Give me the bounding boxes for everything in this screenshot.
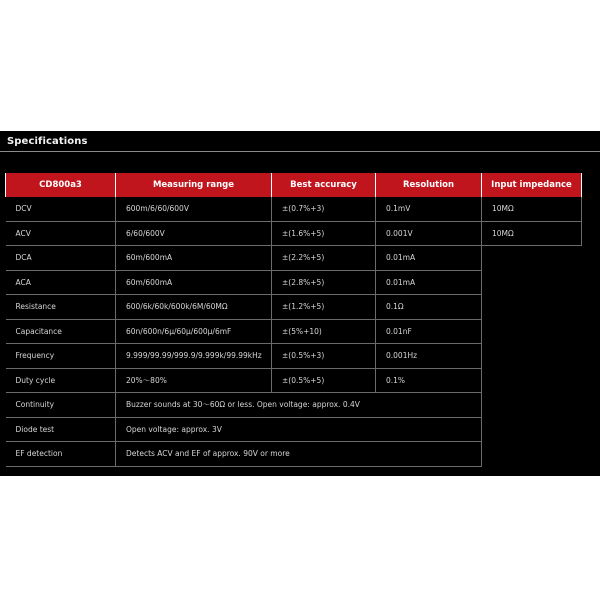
function-name: Duty cycle: [6, 368, 116, 393]
table-row: [6, 368, 582, 393]
resolution: 0.01mA: [376, 270, 482, 295]
best-accuracy: ±(0.7%+3): [272, 197, 376, 221]
resolution: 0.001Hz: [376, 344, 482, 369]
best-accuracy: ±(5%+10): [272, 319, 376, 344]
function-name: EF detection: [6, 442, 116, 467]
empty-cell: [482, 270, 582, 295]
empty-cell: [482, 442, 582, 467]
measuring-range: 60n/600n/6μ/60μ/600μ/6mF: [116, 319, 272, 344]
table-row: [6, 417, 582, 442]
resolution: 0.01nF: [376, 319, 482, 344]
header-measuring-range: Measuring range: [116, 173, 272, 197]
section-title: Specifications: [7, 136, 88, 147]
function-name: ACV: [6, 221, 116, 246]
function-name: Diode test: [6, 417, 116, 442]
table-row: [6, 197, 582, 221]
empty-cell: [482, 344, 582, 369]
title-divider: [0, 151, 600, 152]
measuring-range: 600m/6/60/600V: [116, 197, 272, 221]
function-description: Buzzer sounds at 30～60Ω or less. Open voltage: approx. 0.4V: [116, 393, 482, 418]
best-accuracy: ±(1.2%+5): [272, 295, 376, 320]
table-row: [6, 295, 582, 320]
header-best-accuracy: Best accuracy: [272, 173, 376, 197]
measuring-range: 600/6k/60k/600k/6M/60MΩ: [116, 295, 272, 320]
best-accuracy: ±(1.6%+5): [272, 221, 376, 246]
header-resolution: Resolution: [376, 173, 482, 197]
table-row: [6, 393, 582, 418]
specifications-panel: [0, 131, 600, 476]
header-model: CD800a3: [6, 173, 116, 197]
empty-cell: [482, 417, 582, 442]
resolution: 0.1%: [376, 368, 482, 393]
input-impedance: 10MΩ: [482, 221, 582, 246]
resolution: 0.1Ω: [376, 295, 482, 320]
table-row: [6, 319, 582, 344]
measuring-range: 9.999/99.99/999.9/9.999k/99.99kHz: [116, 344, 272, 369]
best-accuracy: ±(0.5%+5): [272, 368, 376, 393]
best-accuracy: ±(2.8%+5): [272, 270, 376, 295]
measuring-range: 20%～80%: [116, 368, 272, 393]
resolution: 0.01mA: [376, 246, 482, 271]
resolution: 0.001V: [376, 221, 482, 246]
measuring-range: 6/60/600V: [116, 221, 272, 246]
function-name: Resistance: [6, 295, 116, 320]
best-accuracy: ±(2.2%+5): [272, 246, 376, 271]
table-row: [6, 442, 582, 467]
resolution: 0.1mV: [376, 197, 482, 221]
best-accuracy: ±(0.5%+3): [272, 344, 376, 369]
function-description: Open voltage: approx. 3V: [116, 417, 482, 442]
specifications-table: [5, 173, 582, 467]
input-impedance: 10MΩ: [482, 197, 582, 221]
empty-cell: [482, 246, 582, 271]
empty-cell: [482, 295, 582, 320]
measuring-range: 60m/600mA: [116, 270, 272, 295]
function-description: Detects ACV and EF of approx. 90V or more: [116, 442, 482, 467]
function-name: Frequency: [6, 344, 116, 369]
table-row: [6, 344, 582, 369]
function-name: Continuity: [6, 393, 116, 418]
measuring-range: 60m/600mA: [116, 246, 272, 271]
function-name: Capacitance: [6, 319, 116, 344]
table-row: [6, 270, 582, 295]
table-header-row: [6, 173, 582, 197]
header-input-impedance: Input impedance: [482, 173, 582, 197]
empty-cell: [482, 368, 582, 393]
table-row: [6, 221, 582, 246]
empty-cell: [482, 393, 582, 418]
empty-cell: [482, 319, 582, 344]
function-name: ACA: [6, 270, 116, 295]
function-name: DCA: [6, 246, 116, 271]
function-name: DCV: [6, 197, 116, 221]
table-row: [6, 246, 582, 271]
